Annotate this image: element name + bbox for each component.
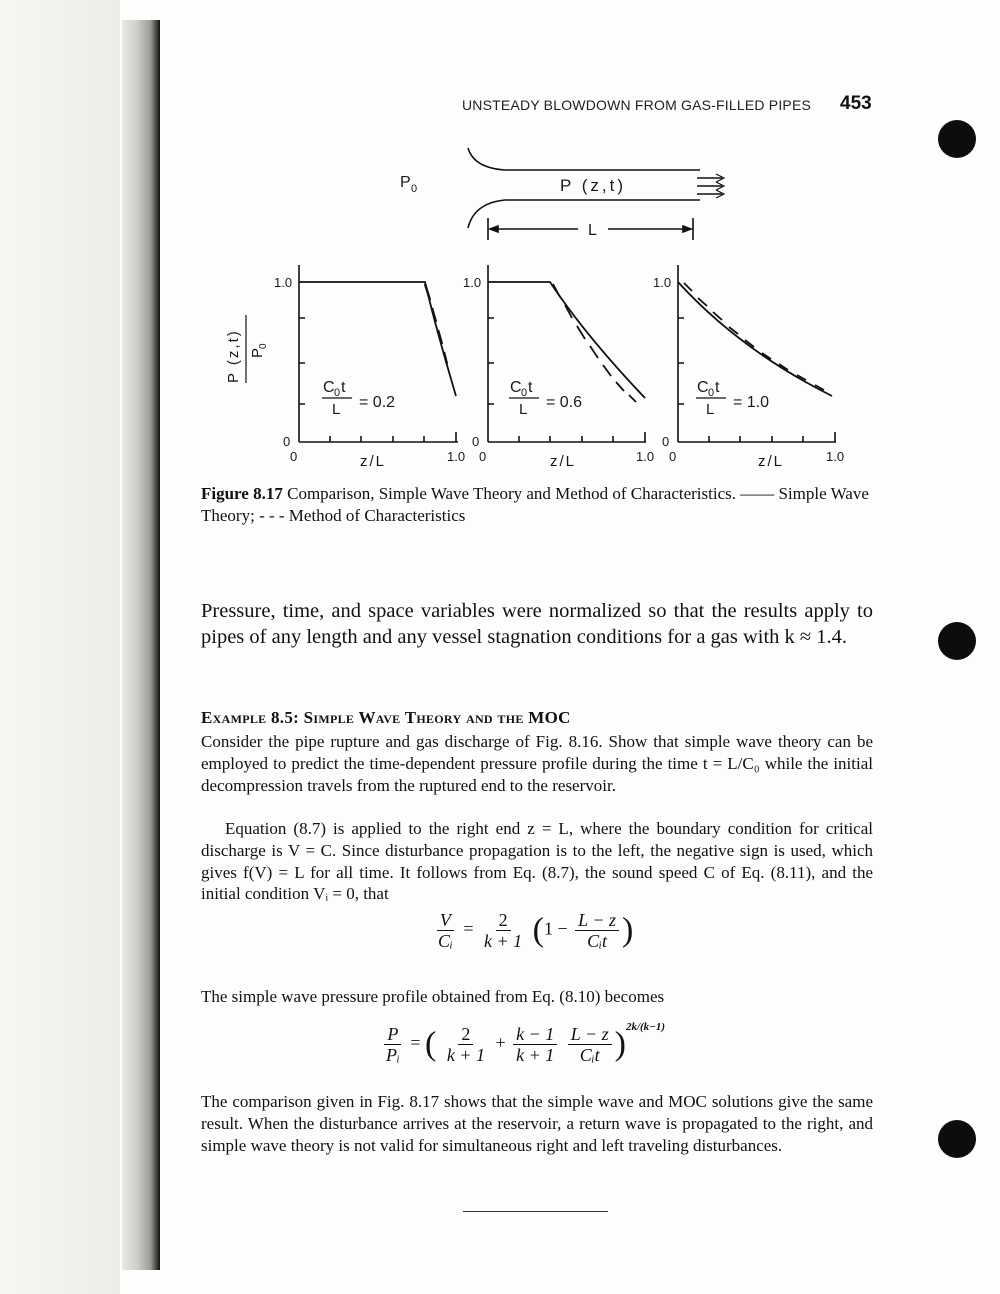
- panel-2-y-min: 0: [472, 434, 480, 449]
- y-axis-label: [225, 315, 269, 383]
- svg-text:t: t: [341, 379, 346, 396]
- svg-text:= 0.2: = 0.2: [359, 394, 396, 411]
- figure-caption-text: Comparison, Simple Wave Theory and Method of Characteristics. —— Simple Wave Theory; - - - Method of Characteristics: [201, 484, 869, 525]
- svg-text:0: 0: [521, 387, 528, 399]
- panel-2-moc-dashed-line: [553, 284, 636, 402]
- figure-caption: [201, 483, 881, 527]
- panel-1-y-max: 1.0: [274, 275, 293, 290]
- equation-exponent: 2k/(k−1): [625, 1020, 665, 1033]
- svg-text:L: L: [519, 401, 528, 418]
- example-title: Example 8.5: Simple Wave Theory and the MOC: [201, 708, 571, 727]
- panel-1-x-max: 1.0: [447, 449, 466, 464]
- panel-2-y-max: 1.0: [463, 275, 482, 290]
- panel-1-y-min: 0: [283, 434, 291, 449]
- paragraph-3: The simple wave pressure profile obtained from Eq. (8.10) becomes: [201, 987, 665, 1006]
- running-head: UNSTEADY BLOWDOWN FROM GAS-FILLED PIPES: [462, 97, 812, 113]
- panel-1: [274, 265, 465, 470]
- panel-3-parameter: [696, 379, 769, 418]
- panel-3-y-max: 1.0: [653, 275, 672, 290]
- punch-hole: [938, 622, 976, 660]
- svg-text:C: C: [697, 379, 709, 396]
- panel-2-x-min: 0: [479, 449, 487, 464]
- equation-pressure: $\frac{P}{\text{Pᵢ}}$ = ( $\frac{2}{k + 1}$ + $\frac{k - 1}{k + 1}$ $\frac{L - z}{\text{Cᵢt}}$ )$^{2k/(k-1)}$: [386, 1020, 665, 1065]
- svg-text:0: 0: [708, 387, 715, 399]
- paragraph-1: Consider the pipe rupture and gas discharge of Fig. 8.16. Show that simple wave theory can be employed to predict the time-dependent pressure profile during the time t = L/C₀ while the initial decompression travels from the ruptured end to the reservoir.: [201, 732, 873, 795]
- reservoir-label-sub: 0: [411, 183, 418, 195]
- pipe-bottom-wall: [468, 200, 700, 228]
- svg-text:= 0.6: = 0.6: [546, 394, 583, 411]
- pipe-top-wall: [468, 148, 700, 170]
- svg-text:C: C: [510, 379, 522, 396]
- panel-2-x-max: 1.0: [636, 449, 655, 464]
- figure-caption-label: Figure 8.17: [201, 484, 283, 503]
- paragraph-4: The comparison given in Fig. 8.17 shows that the simple wave and MOC solutions give the same result. When the disturbance arrives at the reservoir, a return wave is propagated to the right, and simple wave theory is not valid for simultaneous right and left traveling disturbances.: [201, 1092, 873, 1155]
- figure-8-17: [0, 0, 1000, 480]
- punch-hole: [938, 1120, 976, 1158]
- svg-text:t: t: [528, 379, 533, 396]
- intro-paragraph: Pressure, time, and space variables were normalized so that the results apply to pipes of any length and any vessel stagnation conditions for a gas with k ≈ 1.4.: [201, 600, 873, 648]
- panel-3-x-label: z/L: [758, 453, 785, 470]
- panel-3-x-max: 1.0: [826, 449, 845, 464]
- paragraph-2: Equation (8.7) is applied to the right end z = L, where the boundary condition for critical discharge is V = C. Since disturbance propagation is to the left, the negative sign is used, which gives f(V) = L for all time. It follows from Eq. (8.7), the sound speed C of Eq. (8.11), and the initial condition Vᵢ = 0, that: [201, 819, 873, 904]
- svg-text:C: C: [323, 379, 335, 396]
- svg-text:t: t: [715, 379, 720, 396]
- panel-3-y-min: 0: [662, 434, 670, 449]
- reservoir-label: P: [400, 174, 411, 191]
- panel-2-x-label: z/L: [550, 453, 577, 470]
- panel-1-x-label: z/L: [360, 453, 387, 470]
- panel-2-parameter: [509, 379, 582, 418]
- y-axis-label-bottom: P: [249, 347, 266, 358]
- svg-text:0: 0: [334, 387, 341, 399]
- y-axis-label-bottom-sub: 0: [258, 343, 269, 349]
- panel-1-parameter: [322, 379, 395, 418]
- panel-3-moc-dashed-line: [684, 283, 824, 390]
- panel-2: [463, 265, 654, 470]
- svg-text:= 1.0: = 1.0: [733, 394, 770, 411]
- panel-3-x-min: 0: [669, 449, 677, 464]
- panel-3: [653, 265, 844, 470]
- length-label: L: [588, 222, 597, 239]
- panel-1-x-min: 0: [290, 449, 298, 464]
- page-number: 453: [840, 93, 872, 114]
- pipe-label: P (z,t): [560, 176, 627, 195]
- end-rule: [463, 1211, 608, 1212]
- equation-velocity: $\frac{V}{\text{Cᵢ}}$ = $\frac{2}{k + 1}$ (1 − $\frac{L - z}{\text{Cᵢt}}$ ): [438, 910, 634, 951]
- svg-text:L: L: [332, 401, 341, 418]
- y-axis-label-top: P (z,t): [225, 329, 242, 383]
- svg-text:L: L: [706, 401, 715, 418]
